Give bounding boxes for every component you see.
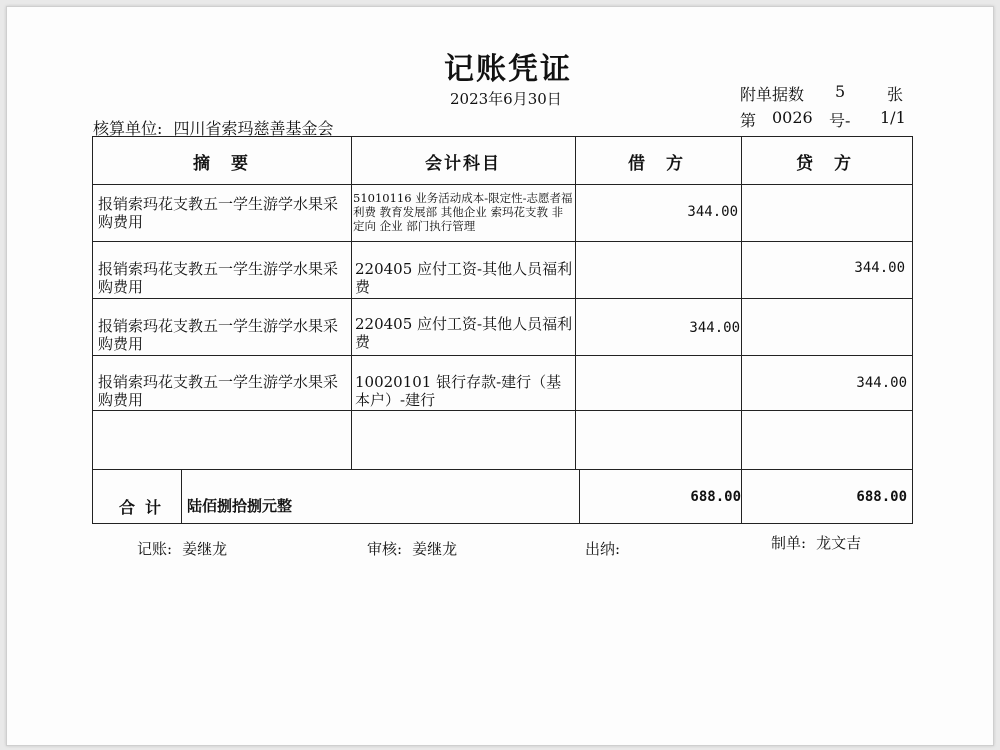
- cashier-signature: [585, 538, 630, 559]
- voucher-no-suffix: 号-: [829, 111, 851, 130]
- voucher-number: [740, 108, 906, 131]
- row-summary: 报销索玛花支教五一学生游学水果采购费用: [98, 373, 339, 409]
- row-divider: [93, 410, 912, 411]
- bookkeeper-name: 姜继龙: [182, 540, 228, 558]
- row-divider: [93, 184, 912, 185]
- voucher-date: 2023年6月30日: [450, 90, 562, 108]
- row-credit: 344.00: [856, 375, 907, 391]
- total-label: 合计: [119, 498, 172, 517]
- row-divider: [93, 241, 912, 242]
- unit-label: 核算单位:: [93, 119, 163, 138]
- auditor-name: 姜继龙: [412, 540, 458, 558]
- row-divider: [93, 469, 912, 470]
- auditor-label: 审核:: [367, 540, 403, 558]
- preparer-signature: [771, 532, 861, 553]
- row-divider: [93, 355, 912, 356]
- voucher-no-prefix: 第: [740, 111, 757, 130]
- total-in-words: 陆佰捌拾捌元整: [187, 497, 293, 515]
- col-divider: [351, 137, 352, 469]
- row-subject: 51010116 业务活动成本-限定性-志愿者福利费 教育发展部 其他企业 索玛花支教 非定向 企业 部门执行管理: [353, 191, 573, 233]
- col-divider: [741, 137, 742, 523]
- header-subject: 会计科目: [425, 154, 501, 174]
- col-divider: [181, 469, 182, 523]
- header-summary: 摘 要: [193, 154, 250, 174]
- row-credit: 344.00: [854, 260, 905, 276]
- row-subject: 220405 应付工资-其他人员福利费: [355, 315, 573, 351]
- preparer-name: 龙文吉: [816, 534, 862, 552]
- attach-count-value: 5: [835, 82, 846, 101]
- ledger-table: [92, 136, 913, 524]
- voucher-page: 1/1: [880, 108, 906, 127]
- total-credit: 688.00: [856, 489, 907, 505]
- attach-unit: 张: [887, 85, 904, 104]
- attach-label: 附单据数: [740, 85, 805, 104]
- row-subject: 220405 应付工资-其他人员福利费: [355, 260, 573, 296]
- unit-name: 四川省索玛慈善基金会: [173, 119, 334, 138]
- row-subject: 10020101 银行存款-建行（基本户）-建行: [355, 373, 562, 409]
- col-divider: [575, 137, 576, 469]
- col-divider: [579, 469, 580, 523]
- row-debit: 344.00: [687, 204, 738, 220]
- header-credit: 贷 方: [796, 154, 853, 174]
- row-summary: 报销索玛花支教五一学生游学水果采购费用: [98, 260, 339, 296]
- bookkeeper-signature: [137, 538, 227, 559]
- attachment-count: [740, 82, 904, 105]
- header-debit: 借 方: [628, 154, 685, 174]
- bookkeeper-label: 记账:: [137, 540, 173, 558]
- preparer-label: 制单:: [771, 534, 807, 552]
- voucher-title: 记账凭证: [444, 52, 572, 87]
- total-debit: 688.00: [690, 489, 741, 505]
- voucher-no-value: 0026: [772, 108, 813, 127]
- row-summary: 报销索玛花支教五一学生游学水果采购费用: [98, 317, 339, 353]
- cashier-label: 出纳:: [585, 540, 621, 558]
- row-divider: [93, 298, 912, 299]
- row-debit: 344.00: [689, 320, 740, 336]
- row-summary: 报销索玛花支教五一学生游学水果采购费用: [98, 195, 339, 231]
- auditor-signature: [367, 538, 457, 559]
